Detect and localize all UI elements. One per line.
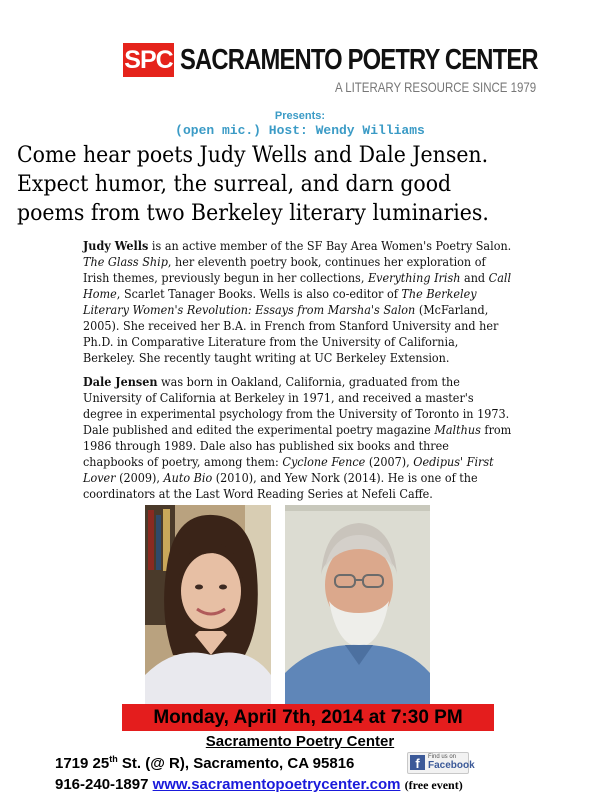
judy-wells-bio: Judy Wells is an active member of the SF Bay Area Women's Poetry Salon. The Glass Ship, her eleventh poetry book, continues her exploration of Irish themes, previously begun in her collections, Everything Irish and Call Home, Scarlet Tanager Books. Wells is also co-editor of The Berkeley Literary Women's Revolution: Essays from Marsha's Salon (McFarland, 2005). She received her B.A. in French from Stanford University and her Ph.D. in Comparative Literature from the University of California, Berkeley. She recently taught writing at UC Berkeley Extension. bbox=[83, 239, 512, 365]
bio-name: Judy Wells bbox=[83, 239, 149, 253]
headline-line: Come hear poets Judy Wells and Dale Jensen. bbox=[17, 143, 489, 168]
free-event-note: (free event) bbox=[404, 778, 463, 792]
phone-number: 916-240-1897 bbox=[55, 776, 149, 793]
facebook-badge[interactable]: f Find us on Facebook bbox=[407, 752, 469, 774]
venue-name: Sacramento Poetry Center bbox=[205, 733, 395, 750]
judy-wells-photo bbox=[145, 505, 271, 705]
spc-logo bbox=[0, 40, 600, 100]
website-link[interactable]: www.sacramentopoetrycenter.com bbox=[152, 776, 401, 793]
logo-tagline: A LITERARY RESOURCE SINCE 1979 bbox=[335, 79, 537, 95]
presents-label: Presents: bbox=[274, 110, 326, 122]
dale-jensen-bio: Dale Jensen was born in Oakland, California, graduated from the University of California at Berkeley in 1971, and received a master's degree in experimental psychology from the University of Toronto in 1973. Dale published and edited the experimental poetry magazine Malthus from 1986 through 1989. Dale also has published six books and three chapbooks of poetry, among them: Cyclone Fence (2007), Oedipus' First Lover (2009), Auto Bio (2010), and Yew Nork (2014). He is one of the coordinators at the Last Word Reading Series at Nefeli Caffe. bbox=[83, 375, 512, 501]
headline bbox=[17, 141, 552, 228]
dale-jensen-photo bbox=[285, 505, 430, 705]
logo-badge: SPC bbox=[123, 43, 174, 77]
contact-line bbox=[55, 776, 463, 793]
host-line: (open mic.) Host: Wendy Williams bbox=[175, 123, 425, 138]
headline-line: poems from two Berkeley literary luminaries. bbox=[17, 201, 489, 226]
logo-name: SACRAMENTO POETRY CENTER bbox=[180, 44, 538, 76]
headline-line: Expect humor, the surreal, and darn good bbox=[17, 172, 452, 197]
event-datetime-banner: Monday, April 7th, 2014 at 7:30 PM bbox=[122, 704, 494, 731]
venue-address: 1719 25th St. (@ R), Sacramento, CA 95816 bbox=[55, 754, 355, 772]
facebook-icon: f bbox=[410, 755, 425, 770]
bio-name: Dale Jensen bbox=[83, 375, 158, 389]
